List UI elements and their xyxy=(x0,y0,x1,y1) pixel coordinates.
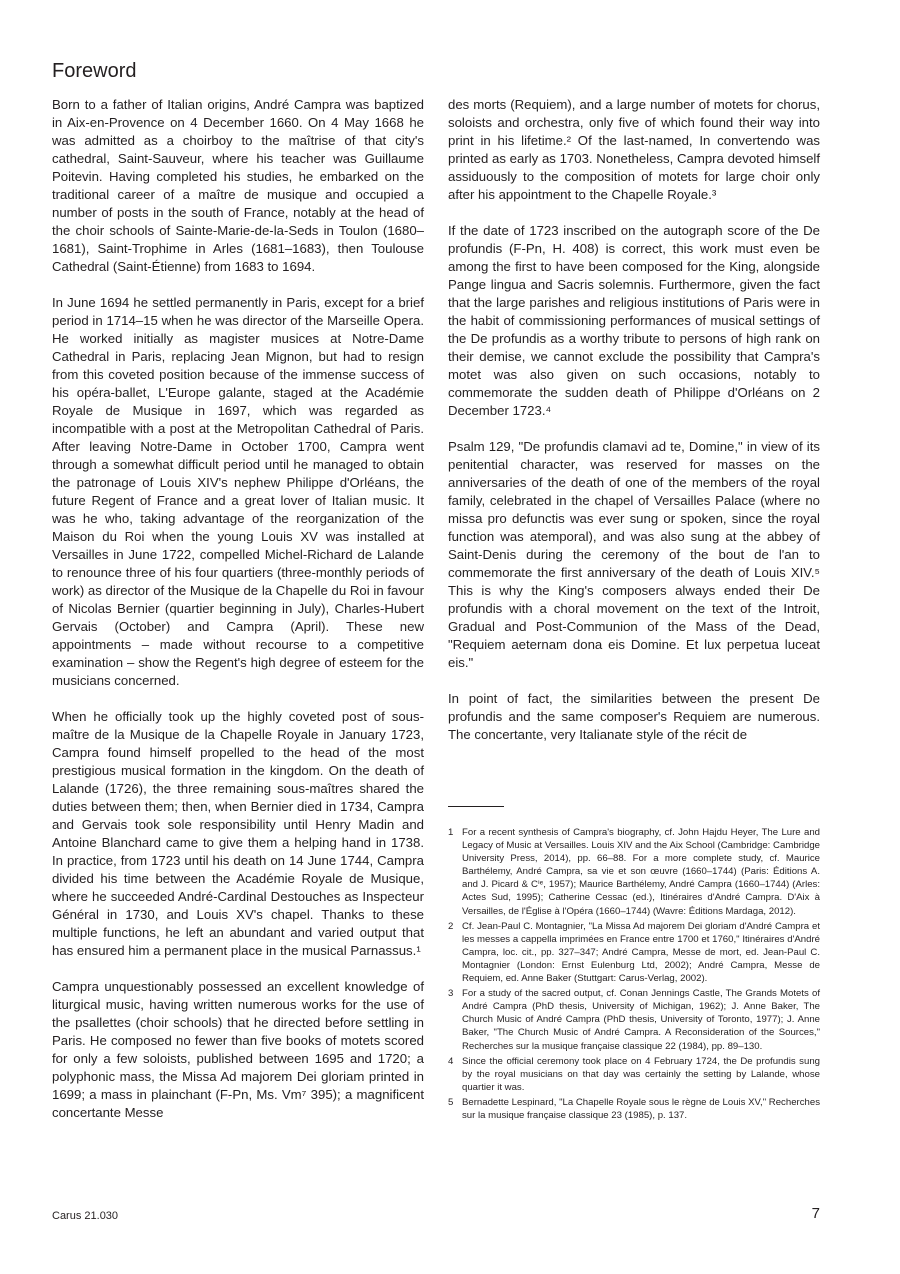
footnote xyxy=(448,920,820,985)
paragraph: des morts (Requiem), and a large number of motets for chorus, soloists and orchestra, only five of which found their way into print in his lifetime.² Of the last-named, In convertendo was printed as early as 1703. Nonetheless, Campra devoted himself assiduously to the composition of motets for large choir only after his appointment to the Chapelle Royale.³ xyxy=(448,97,820,202)
footnote-text: For a recent synthesis of Campra's biography, cf. John Hajdu Heyer, The Lure and Legacy of Music at Versailles. Louis XIV and the Aix School (Cambridge: Cambridge University Press, 2014), pp. 66–88. For a more complete study, cf. Maurice Barthélemy, André Campra, sa vie et son œuvre (1660–1744) (Paris: Éditions A. and J. Picard & Cⁱᵉ, 1957); Maurice Barthélemy, André Campra (1660–1744) (Arles: Actes Sud, 1995); Catherine Cessac (ed.), Itinéraires d'André Campra. D'Aix à Versailles, de l'Église à l'Opéra (1660–1744) (Wavre: Éditions Mardaga, 2012). xyxy=(462,827,820,917)
footnote-text: Cf. Jean-Paul C. Montagnier, "La Missa Ad majorem Dei gloriam d'André Campra et les messes a cappella imprimées en France entre 1700 et 1760," Itinéraires d'André Campra, loc. cit., pp. 327–347; André Campra, Messe de mort, ed. Jean-Paul C. Montagnier (London: Ernst Eulenburg Ltd, 2002); André Campra, Messe de Requiem, ed. Anne Baker (Stuttgart: Carus-Verlag, 2002). xyxy=(462,920,820,985)
paragraph: Psalm 129, "De profundis clamavi ad te, Domine," in view of its penitential character, was reserved for masses on the anniversaries of the death of one of the members of the royal family, celebrated in the chapel of Versailles Palace (where no missa pro defunctis was ever sung or spoken, since the royal function was atemporal), and was also sung at the abbey of Saint-Denis during the ceremony of the bout de l'an to commemorate the first anniversary of the death of Louis XIV.⁵ This is why the King's composers always ended their De profundis with a choral movement on the text of the Introit, Gradual and Post-Communion of the Mass of the Dead, "Requiem aeternam dona eis Domine. Et lux perpetua luceat eis." xyxy=(448,439,820,670)
paragraph: Born to a father of Italian origins, André Campra was baptized in Aix-en-Provence on 4 December 1660. On 4 May 1668 he was admitted as a choirboy to the maîtrise of that city's cathedral, Saint-Sauveur, where his teacher was Guillaume Poitevin. Having completed his studies, he embarked on the traditional career of a maître de musique and occupied a number of posts in the south of France, notably at the head of the choir schools of Sainte-Marie-de-la-Seds in Toulon (1680–1681), Saint-Trophime in Arles (1681–1683), then Toulouse Cathedral (Saint-Étienne) from 1683 to 1694. xyxy=(52,97,424,274)
left-column xyxy=(52,96,424,1140)
page-number: 7 xyxy=(811,1205,820,1222)
footnote-number: 1 xyxy=(448,827,454,838)
footnote xyxy=(448,826,820,918)
footnote xyxy=(448,1055,820,1094)
catalog-number: Carus 21.030 xyxy=(52,1210,119,1222)
paragraph: If the date of 1723 inscribed on the autograph score of the De profundis (F-Pn, H. 408) is correct, this work must even be among the first to have been composed for the King, alongside Pange lingua and Sacris solemnis. Furthermore, given the fact that the large parishes and religious institutions of Paris were in the habit of commissioning performances of musical settings of the De profundis as a worthy tribute to persons of high rank on their demise, we cannot exclude the possibility that Campra's motet was also given on such occasions, notably to commemorate the sudden death of Philippe d'Orléans on 2 December 1723.⁴ xyxy=(448,223,820,418)
footnotes xyxy=(448,826,820,1124)
footnote-number: 3 xyxy=(448,988,454,1000)
footnote-divider xyxy=(448,806,504,807)
footnote-number: 4 xyxy=(448,1055,454,1067)
footnote-number: 5 xyxy=(448,1096,454,1108)
footnote xyxy=(448,987,820,1052)
footnote-text: Bernadette Lespinard, "La Chapelle Royale sous le règne de Louis XV," Recherches sur la musique française classique 23 (1985), p. 137. xyxy=(462,1096,820,1121)
paragraph: Campra unquestionably possessed an excellent knowledge of liturgical music, having written numerous works for the use of the psallettes (choir schools) that he directed before settling in Paris. He composed no fewer than five books of motets scored for only a few soloists, published between 1695 and 1720; a polyphonic mass, the Missa Ad majorem Dei gloriam printed in 1699; a mass in plainchant (F-Pn, Ms. Vm⁷ 395); a magnificent concertante Messe xyxy=(52,979,424,1120)
footnote-text: For a study of the sacred output, cf. Conan Jennings Castle, The Grands Motets of André Campra (PhD thesis, University of Michigan, 1962); J. Anne Baker, The Church Music of André Campra (PhD thesis, University of Toronto, 1977); J. Anne Baker, "The Church Music of André Campra. A Reconsideration of the Sources," Recherches sur la musique française classique 22 (1984), pp. 89–130. xyxy=(462,988,820,1052)
page-title: Foreword xyxy=(52,60,137,82)
footnote-number: 2 xyxy=(448,920,454,932)
paragraph: In June 1694 he settled permanently in Paris, except for a brief period in 1714–15 when he was director of the Marseille Opera. He worked initially as magister musices at Notre-Dame Cathedral in Paris, replacing Jean Mignon, but had to resign from this coveted position because of the immense success of his opéra-ballet, L'Europe galante, staged at the Académie Royale de Musique in 1697, which was regarded as incompatible with a post at the Metropolitan Cathedral of Paris. After leaving Notre-Dame in October 1700, Campra went through a somewhat difficult period until he managed to obtain the patronage of Louis XIV's nephew Philippe d'Orléans, the future Regent of France and a great lover of Italian music. It was he who, taking advantage of the reorganization of the Maison du Roi when the young Louis XV was installed at Versailles in June 1722, compelled Michel-Richard de Lalande to renounce three of his four quartiers (three-monthly periods of work) as director of the Musique de la Chapelle du Roi in favour of Nicolas Bernier (quartier beginning in July), Charles-Hubert Gervais (October) and Campra (April). These new appointments – made without recourse to a competitive examination – show the Regent's high degree of esteem for the musicians concerned. xyxy=(52,295,424,688)
paragraph: In point of fact, the similarities between the present De profundis and the same composer's Requiem are numerous. The concertante, very Italianate style of the récit de xyxy=(448,691,820,742)
footnote-text: Since the official ceremony took place on 4 February 1724, the De profundis sung by the royal musicians on that day was certainly the setting by Lalande, whose quartier it was. xyxy=(462,1055,820,1093)
paragraph: When he officially took up the highly coveted post of sous-maître de la Musique de la Chapelle Royale in January 1723, Campra found himself propelled to the head of the most prestigious musical formation in the kingdom. On the death of Lalande (1726), the three remaining sous-maîtres shared the duties between them; then, when Bernier died in 1734, Campra and Gervais took sole responsibility until Henry Madin and Antoine Blanchard came to give them a helping hand in 1738. In practice, from 1723 until his death on 14 June 1744, Campra divided his time between the Académie Royale de Musique, where he succeeded André-Cardinal Destouches as Inspecteur Général in 1730, and Louis XV's chapel. Thanks to these multiple functions, he left an abundant and varied output that has ensured him a permanent place in the musical Parnassus.¹ xyxy=(52,709,424,958)
footnote xyxy=(448,1096,820,1122)
right-column xyxy=(448,96,820,762)
